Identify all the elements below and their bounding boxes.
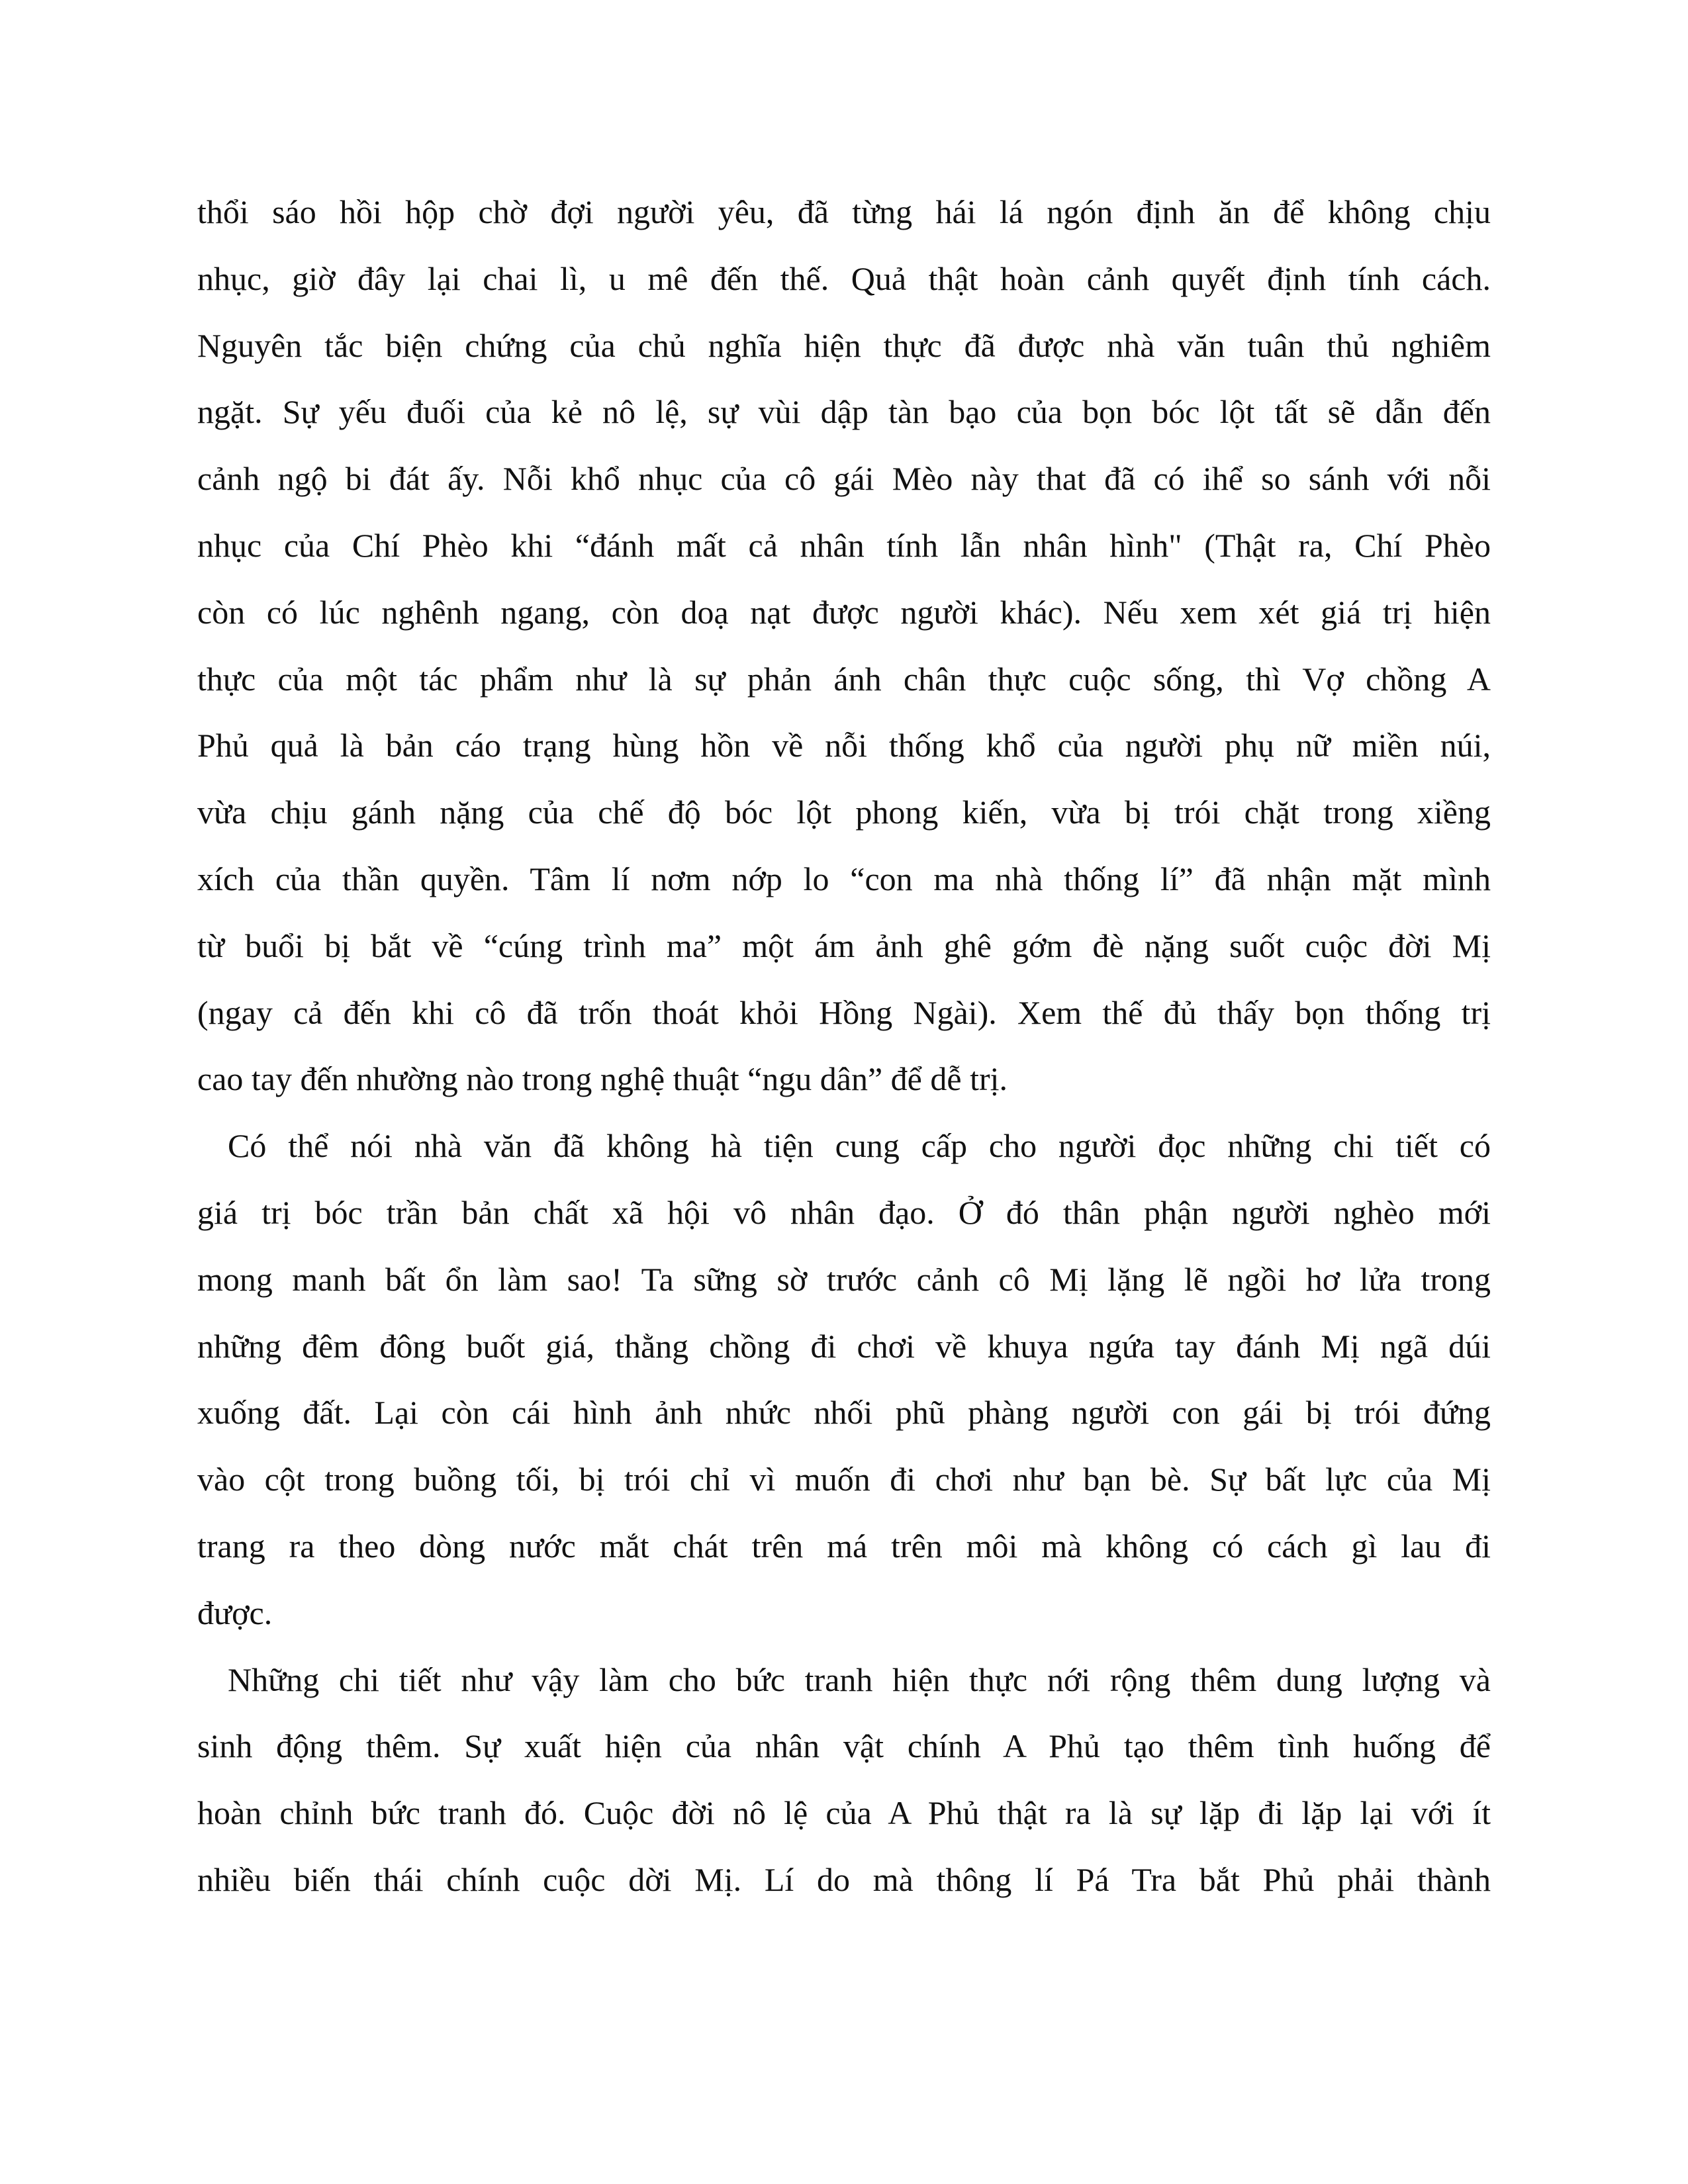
text-line: hoàn chỉnh bức tranh đó. Cuộc đời nô lệ của A Phủ thật ra là sự lặp đi lặp lại với ít bbox=[197, 1794, 1491, 1832]
text-line: nhục, giờ đây lại chai lì, u mê đến thế. Quả thật hoàn cảnh quyết định tính cách. bbox=[197, 259, 1491, 297]
text-line: mong manh bất ổn làm sao! Ta sững sờ trước cảnh cô Mị lặng lẽ ngồi hơ lửa trong bbox=[197, 1260, 1491, 1298]
text-line: còn có lúc nghênh ngang, còn doạ nạt được người khác). Nếu xem xét giá trị hiện bbox=[197, 593, 1491, 631]
text-line: thực của một tác phẩm như là sự phản ánh chân thực cuộc sống, thì Vợ chồng A bbox=[197, 660, 1491, 698]
text-line: ngặt. Sự yếu đuối của kẻ nô lệ, sự vùi dập tàn bạo của bọn bóc lột tất sẽ dẫn đến bbox=[197, 393, 1491, 431]
text-line: xích của thần quyền. Tâm lí nơm nớp lo “con ma nhà thống lí” đã nhận mặt mình bbox=[197, 860, 1491, 897]
paragraph-3 bbox=[197, 1647, 1491, 1913]
text-line: từ buổi bị bắt về “cúng trình ma” một ám ảnh ghê gớm đè nặng suốt cuộc đời Mị bbox=[197, 927, 1491, 964]
text-line: Phủ quả là bản cáo trạng hùng hồn về nỗi thống khổ của người phụ nữ miền núi, bbox=[197, 727, 1491, 764]
body-text bbox=[197, 179, 1491, 1913]
text-line: cao tay đến nhường nào trong nghệ thuật “ngu dân” để dễ trị. bbox=[197, 1060, 1008, 1098]
text-line: những đêm đông buốt giá, thằng chồng đi chơi về khuya ngứa tay đánh Mị ngã dúi bbox=[197, 1327, 1491, 1365]
text-line: nhục của Chí Phèo khi “đánh mất cả nhân tính lẫn nhân hình" (Thật ra, Chí Phèo bbox=[197, 526, 1491, 564]
text-line: vào cột trong buồng tối, bị trói chỉ vì muốn đi chơi như bạn bè. Sự bất lực của Mị bbox=[197, 1461, 1491, 1498]
paragraph-2 bbox=[197, 1113, 1491, 1646]
text-line: được. bbox=[197, 1594, 273, 1631]
text-line: giá trị bóc trần bản chất xã hội vô nhân đạo. Ở đó thân phận người nghèo mới bbox=[197, 1193, 1491, 1231]
text-line: cảnh ngộ bi đát ấy. Nỗi khổ nhục của cô gái Mèo này that đã có ihể so sánh với nỗi bbox=[197, 460, 1491, 498]
text-line: (ngay cả đến khi cô đã trốn thoát khỏi Hồng Ngài). Xem thế đủ thấy bọn thống trị bbox=[197, 993, 1491, 1031]
text-line: Nguyên tắc biện chứng của chủ nghĩa hiện thực đã được nhà văn tuân thủ nghiêm bbox=[197, 326, 1491, 364]
text-line: Có thể nói nhà văn đã không hà tiện cung cấp cho người đọc những chi tiết có bbox=[228, 1127, 1491, 1165]
text-line: nhiều biến thái chính cuộc dời Mị. Lí do mà thông lí Pá Tra bắt Phủ phải thành bbox=[197, 1860, 1491, 1898]
paragraph-1 bbox=[197, 179, 1491, 1113]
text-line: sinh động thêm. Sự xuất hiện của nhân vật chính A Phủ tạo thêm tình huống để bbox=[197, 1727, 1491, 1765]
text-line: trang ra theo dòng nước mắt chát trên má trên môi mà không có cách gì lau đi bbox=[197, 1527, 1491, 1565]
text-line: thổi sáo hồi hộp chờ đợi người yêu, đã từng hái lá ngón định ăn để không chịu bbox=[197, 193, 1491, 230]
text-line: vừa chịu gánh nặng của chế độ bóc lột phong kiến, vừa bị trói chặt trong xiềng bbox=[197, 794, 1491, 831]
text-line: Những chi tiết như vậy làm cho bức tranh hiện thực nới rộng thêm dung lượng và bbox=[228, 1661, 1491, 1698]
text-line: xuống đất. Lại còn cái hình ảnh nhức nhối phũ phàng người con gái bị trói đứng bbox=[197, 1394, 1491, 1432]
